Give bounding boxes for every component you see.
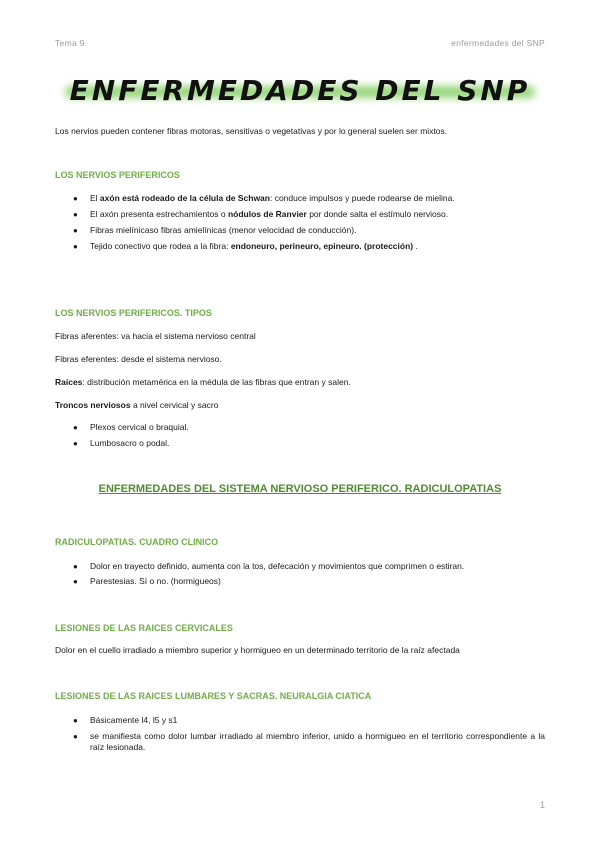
- paragraph-troncos: Troncos nerviosos a nivel cervical y sacro: [55, 400, 219, 410]
- bullet-icon: ●: [73, 226, 78, 235]
- section-heading-tipos: LOS NERVIOS PERIFERICOS. TIPOS: [55, 308, 212, 318]
- document-page: Tema 9 enfermedades del SNP ENFERMEDADES DEL SNP Los nervios pueden contener fibras motoras, sensitivas o vegetativas y por lo general suelen ser mixtos. LOS NERVIOS PERIFERICOS ● El axón está rodeado de la célula de Schwan: conduce impulsos y puede rodearse de mielina. ● El axón presenta estrechamientos o nódulos de Ranvier por donde salta el estímulo nervioso. ● Fibras mielínicaso fibras amielínicas (menor velocidad de conducción). ● Tejido conectivo que rodea a la fibra: endoneuro, perineuro, epineuro. (protección) . LOS NERVIOS PERIFERICOS. TIPOS Fibras aferentes: va hacia el sistema nervioso central Fibras eferentes: desde el sistema nervioso. Raíces: distribución metamérica en la médula de las fibras que entran y salen. Troncos nerviosos a nivel cervical y sacro ● Plexos cervical o braquial. ● Lumbosacro o podal. ENFERMEDADES DEL SISTEMA NERVIOSO PERIFERICO. RADICULOPATIAS RADICULOPATIAS. CUADRO CLINICO ● Dolor en trayecto definido, aumenta con la tos, defecación y movimientos que comprimen o estiran. ● Parestesias. Sí o no. (hormigueos) LESIONES DE LAS RAICES CERVICALES Dolor en el cuello irradiado a miembro superior y hormigueo en un determinado territorio de la raíz afectada LESIONES DE LAS RAICES LUMBARES Y SACRAS. NEURALGIA CIATICA ● Básicamente l4, l5 y s1 ● se manifiesta como dolor lumbar irradiado al miembro inferior, unido a hormigueo en el territorio correspondiente a la raíz lesionada. 1: [0, 0, 600, 848]
- bullet-icon: ●: [73, 210, 78, 219]
- bullet-icon: ●: [73, 194, 78, 203]
- bullet-icon: ●: [73, 716, 78, 725]
- paragraph-raices: Raíces: distribución metamérica en la médula de las fibras que entran y salen.: [55, 377, 351, 387]
- paragraph-cervicales: Dolor en el cuello irradiado a miembro superior y hormigueo en un determinado territorio de la raíz afectada: [55, 645, 460, 655]
- paragraph-eferentes: Fibras eferentes: desde el sistema nervioso.: [55, 354, 222, 364]
- center-heading-radiculopatias: ENFERMEDADES DEL SISTEMA NERVIOSO PERIFERICO. RADICULOPATIAS: [98, 483, 502, 495]
- section-heading-cuadro-clinico: RADICULOPATIAS. CUADRO CLINICO: [55, 537, 219, 547]
- bullet-icon: ●: [73, 423, 78, 432]
- bullet-icon: ●: [73, 732, 78, 741]
- bullet-icon: ●: [73, 562, 78, 571]
- section-heading-cervicales: LESIONES DE LAS RAICES CERVICALES: [55, 623, 233, 633]
- section-heading-nervios: LOS NERVIOS PERIFERICOS: [55, 170, 180, 180]
- title-block: [55, 72, 545, 112]
- paragraph-aferentes: Fibras aferentes: va hacia el sistema nervioso central: [55, 331, 256, 341]
- header-left: Tema 9: [55, 38, 85, 48]
- header-right: enfermedades del SNP: [451, 38, 545, 48]
- page-number: 1: [539, 800, 545, 810]
- bullet-icon: ●: [73, 577, 78, 586]
- bullet-icon: ●: [73, 242, 78, 251]
- bullet-icon: ●: [73, 439, 78, 448]
- intro-paragraph: Los nervios pueden contener fibras motoras, sensitivas o vegetativas y por lo general suelen ser mixtos.: [55, 126, 448, 136]
- page-title: ENFERMEDADES DEL SNP: [69, 74, 531, 107]
- section-heading-lumbares: LESIONES DE LAS RAICES LUMBARES Y SACRAS. NEURALGIA CIATICA: [55, 691, 372, 701]
